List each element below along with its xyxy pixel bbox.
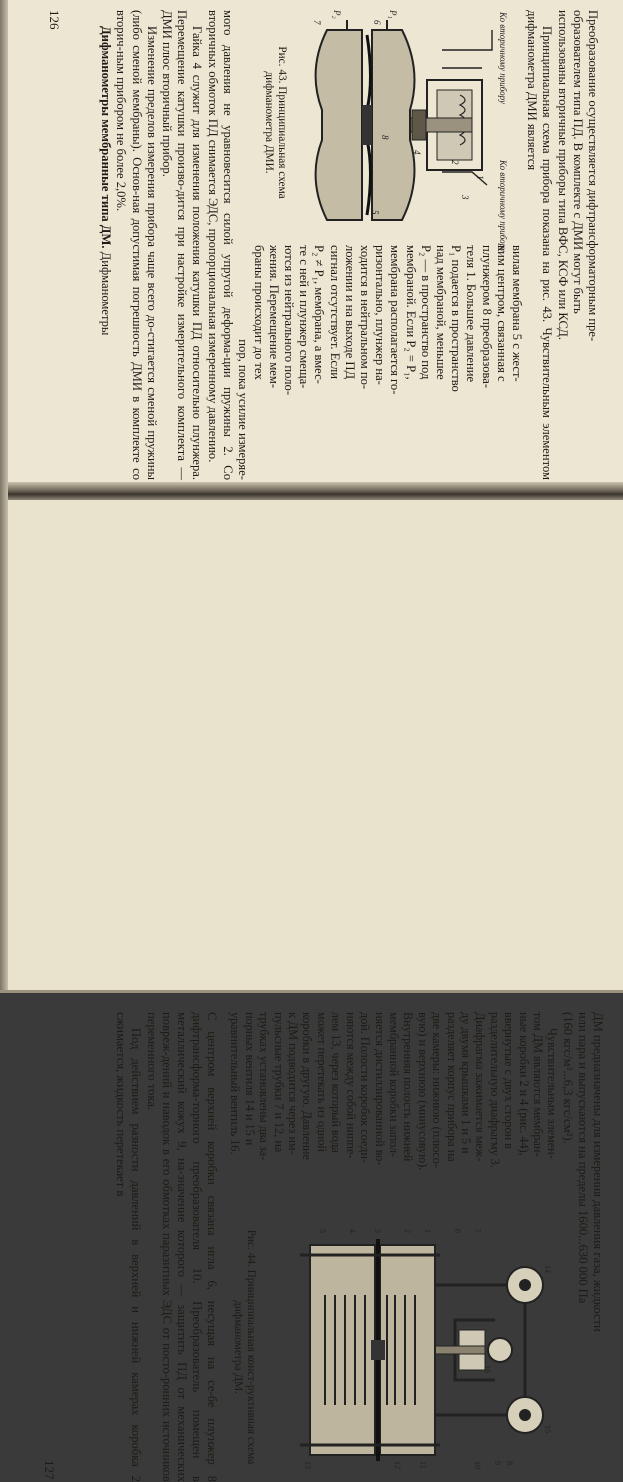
text-line: порных вентиля 14 и 15 и	[242, 1012, 257, 1146]
page-number-126: 126	[47, 10, 62, 30]
label-4: 4	[411, 150, 422, 155]
label-3: 3	[373, 1229, 383, 1233]
label-8: 8	[505, 1461, 515, 1465]
text-line: образователем типа ПД. В комплекте с ДМИ могут быть	[570, 10, 585, 314]
label-2: 2	[403, 1229, 413, 1233]
label-14: 14	[543, 1265, 553, 1273]
text-line: няется дистиллированной во-	[372, 1012, 387, 1166]
text-line: P₂ — в пространство под	[418, 245, 433, 380]
text-line: ДМ предназначены для измерения давления газа, жидкости	[591, 1012, 605, 1332]
label-11: 11	[418, 1461, 428, 1469]
side-column	[250, 235, 524, 480]
rigid-center	[362, 105, 372, 145]
text-line: использованы вторичные приборы типа ВФС, КСФ или КСД.	[555, 10, 570, 340]
dmi-diagram	[282, 10, 522, 252]
text-line: или пара и выпускаются на пределы 1600...630 000 Па	[575, 1012, 590, 1304]
figure-row	[219, 1012, 559, 1482]
page-number-127: 127	[42, 1460, 57, 1480]
label-1: 1	[423, 1229, 433, 1233]
upper-cover	[369, 30, 415, 220]
label-16: 16	[483, 1365, 493, 1373]
text-line: жения. Перемещение мем-	[266, 245, 281, 389]
text-line: ходится в нейтральном по-	[357, 245, 372, 390]
text-line: дой. Полости коробок соеди-	[358, 1012, 373, 1163]
text-line: разделяет корпус прибора на	[444, 1012, 459, 1162]
page-127-text-block	[37, 1012, 605, 1482]
text-line: ду двумя крышками 1 и 5 и	[458, 1012, 473, 1154]
figure-44	[219, 1217, 559, 1482]
text-line: ложении и на выходе ПД	[342, 245, 357, 380]
paragraph-pressure: Под действием разности давлений в верхней и нижней камерах коробка 2 сжимается, жидкость перетекает в	[114, 1012, 144, 1482]
figure-row	[250, 10, 524, 480]
label-15: 15	[543, 1425, 553, 1433]
paragraph-principle: Принципиальная схема прибора показана на рис. 43. Чувствительным элементом дифманометра ДМИ является	[525, 10, 555, 480]
figure-43	[250, 10, 524, 252]
text-line: (160 кгс/м²...6,3 кгс/см²).	[560, 1012, 575, 1144]
label-3: 3	[459, 195, 470, 200]
text-line: к ДМ подводится через им-	[286, 1012, 301, 1155]
valve-14-core	[519, 1279, 531, 1291]
page-127-body	[113, 1012, 605, 1482]
figure-43-caption: Рис. 43. Принципиальная схема дифманометра ДМИ.	[262, 46, 288, 199]
page-126-body	[98, 10, 600, 480]
text-line: Преобразование осуществляется дифтрансформаторным пре-	[586, 10, 600, 342]
wire-left	[442, 30, 492, 50]
label-8: 8	[379, 135, 390, 140]
text-line: браны происходит до тех	[251, 245, 266, 380]
text-line: P₁ подается в пространство	[449, 245, 464, 392]
text-line: ким центром, связанная с	[494, 245, 509, 382]
text-line: пор, пока усилие измеряе-	[235, 339, 250, 480]
text-line: вилая мембрана 5 с жест-	[509, 245, 524, 382]
label-7: 7	[311, 20, 322, 25]
text-line: мембраной. Если P₂ = P₁,	[403, 245, 418, 380]
valve-16	[488, 1338, 512, 1362]
label-to-secondary-right: Ко вторичному прибору	[497, 160, 508, 252]
text-line: мембрана располагается го-	[388, 245, 403, 395]
label-7: 7	[473, 1229, 483, 1233]
page-127	[0, 500, 623, 1482]
text-line: теля 1. Большее давление	[464, 245, 479, 383]
text-line: Внутренняя полость нижней	[401, 1012, 416, 1162]
paragraph-dm	[98, 10, 113, 480]
heading-dm: Дифманометры мембранные типа ДМ.	[99, 26, 114, 249]
label-p2: P₂	[331, 10, 342, 19]
text-line: мембранной коробки запол-	[386, 1012, 401, 1158]
nipple-13	[371, 1340, 385, 1360]
text-line: пульсные трубки 7 и 12, на	[271, 1012, 286, 1153]
text-line: две камеры: нижнюю (плюсо-	[430, 1012, 445, 1168]
text-line: ризонтально, плунжер на-	[373, 245, 388, 385]
text-line: Диафрагма зажимается меж-	[473, 1012, 488, 1162]
paragraph-nut: Гайка 4 служит для изменения положения катушки ПД относительно плунжера. Перемещение катушки произво-дится при настройке измерительного комплекта — ДМИ плюс вторичный прибор.	[159, 10, 205, 480]
nut-4	[412, 110, 426, 140]
text-line: коробки в другую. Давление	[300, 1012, 315, 1160]
paragraph-end: мого давления не уравновесится силой упругой деформа-ции пружины 2. Со вторичных обмоток ПД снимается ЭДС, пропорциональная измеренному давлению.	[205, 10, 235, 480]
label-5: 5	[318, 1229, 328, 1233]
text-line: трубках установлены два за-	[257, 1012, 272, 1161]
page-126	[0, 0, 623, 486]
text-line: плунжером 8 преобразова-	[479, 245, 494, 389]
figure-44-caption: Рис. 44. Принципиальная конст-руктивная схема дифманометра ДМ.	[232, 1229, 258, 1465]
dm-diagram	[255, 1225, 555, 1480]
text-line: вую) и верхнюю (минусовую).	[415, 1012, 430, 1171]
label-6: 6	[453, 1229, 463, 1233]
label-6: 6	[371, 20, 382, 25]
label-10: 10	[473, 1461, 483, 1469]
text-line: те с ней и плунжер смеща-	[297, 245, 312, 389]
text-dm-rest: Дифманометры	[99, 251, 114, 336]
text-line: лем 13, через который вода	[329, 1012, 344, 1153]
label-2: 2	[449, 160, 460, 165]
label-1: 1	[474, 175, 485, 180]
book-edge-bottom	[0, 990, 623, 993]
valve-15-core	[519, 1409, 531, 1421]
lower-cover	[316, 30, 362, 220]
paragraph-center: С центром верхней коробки связана игла 6, несущая на се-бе плунжер 8 дифтрансформа-торного преобразователя 10. Преобразователь помещен в металлический кожух 9, на-значение которого — защитить ПД от механических повреж-дений и наводок в его обмотках паразитных ЭДС от посто-ронних источников переменного тока.	[144, 1012, 220, 1482]
label-12: 12	[393, 1461, 403, 1469]
label-to-secondary-left: Ко вторичному прибору	[497, 12, 508, 104]
side-column	[219, 1012, 559, 1217]
text-line: сигнал отсутствует. Если	[327, 245, 342, 380]
text-line: над мембраной, меньшее	[433, 245, 448, 380]
label-5: 5	[369, 210, 380, 215]
text-line: том ДМ являются мембран-	[530, 1012, 545, 1157]
label-9: 9	[493, 1461, 503, 1465]
text-line: может перетекать из одной	[314, 1012, 329, 1152]
text-line: уравнительный вентиль 16.	[228, 1012, 243, 1155]
label-13: 13	[303, 1461, 313, 1469]
cover-1	[380, 1245, 435, 1455]
text-line: ввернутые с двух сторон в	[502, 1012, 517, 1149]
label-p1: P₁	[387, 10, 398, 19]
text-line: няются между собой ниппе-	[343, 1012, 358, 1159]
text-line: Чувствительным элемен-	[545, 1028, 560, 1159]
page-126-text-block	[40, 10, 600, 480]
text-line: разделительную диафрагму 3.	[487, 1012, 502, 1168]
text-line: P₂ ≠ P₁, мембрана, а вмес-	[312, 245, 327, 384]
paragraph-range: Изменение пределов измерения прибора чаще всего до-стигается сменой пружины (либо сменой мембраны). Основ-ная допустимая погрешность ДМИ в комплекте со вторич-ным прибором не более 2,0%.	[114, 10, 159, 480]
book-edge-left	[0, 0, 8, 993]
text-line: ные коробки 2 и 4 (рис. 44),	[516, 1012, 531, 1156]
text-line: ются из нейтрального поло-	[281, 245, 296, 396]
label-4: 4	[348, 1229, 358, 1233]
